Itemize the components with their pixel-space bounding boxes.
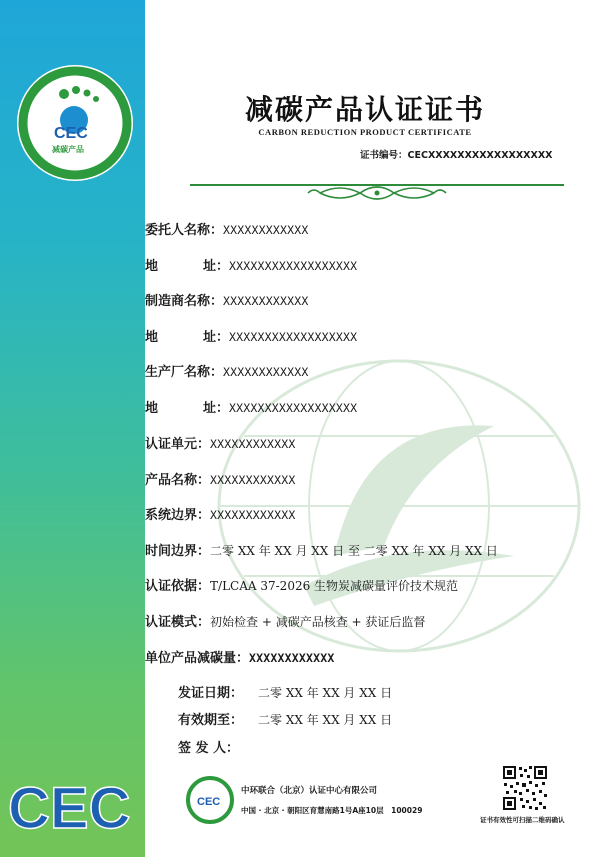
footer-logo-text: CEC <box>197 796 221 808</box>
valid-until-row: 有效期至： 二零 XX 年 XX 月 XX 日 <box>178 713 393 728</box>
certificate-subtitle: CARBON REDUCTION PRODUCT CERTIFICATE <box>258 127 472 137</box>
qr-validity-note: 证书有效性可扫描二维码确认 <box>480 816 565 824</box>
cert-no-value: CECXXXXXXXXXXXXXXXXX <box>407 150 553 161</box>
field-cert-mode: 认证模式：初始检查 + 减碳产品核查 + 获证后监督 <box>145 615 426 630</box>
field-manufacturer-address: 地 址： XXXXXXXXXXXXXXXXXX <box>145 330 358 345</box>
field-client-name: 委托人名称：XXXXXXXXXXXX <box>145 223 309 238</box>
field-client-address: 地 址： XXXXXXXXXXXXXXXXXX <box>145 259 358 274</box>
issuing-organization: 中环联合（北京）认证中心有限公司 <box>241 786 378 796</box>
certificate-number <box>360 147 552 161</box>
cec-badge-logo <box>14 62 136 184</box>
issue-date-row: 发证日期： 二零 XX 年 XX 月 XX 日 <box>178 686 393 701</box>
cec-large-logo <box>6 758 141 848</box>
field-unit-reduction: 单位产品减碳量：XXXXXXXXXXXX <box>145 651 335 666</box>
field-cert-unit: 认证单元：XXXXXXXXXXXX <box>145 437 296 452</box>
field-manufacturer-name: 制造商名称：XXXXXXXXXXXX <box>145 294 309 309</box>
organization-address: 中国 · 北京 · 朝阳区育慧南路1号A座10层 100029 <box>241 806 423 815</box>
cec-large-text: CEC <box>8 776 131 841</box>
badge-cec-text: CEC <box>54 125 88 142</box>
issuer-row: 签 发 人： <box>178 741 240 756</box>
badge-sub-text: 减碳产品 <box>52 145 84 154</box>
field-factory-address: 地 址： XXXXXXXXXXXXXXXXXX <box>145 401 358 416</box>
footer-cec-logo <box>186 776 234 824</box>
field-system-boundary: 系统边界：XXXXXXXXXXXX <box>145 508 296 523</box>
field-product-name: 产品名称：XXXXXXXXXXXX <box>145 473 296 488</box>
field-time-boundary: 时间边界：二零 XX 年 XX 月 XX 日 至 二零 XX 年 XX 月 XX 日 <box>145 544 498 559</box>
certificate-title: 减碳产品认证证书 <box>244 93 485 126</box>
ornament-divider <box>190 181 564 205</box>
qr-code[interactable] <box>502 765 548 811</box>
cert-no-label: 证书编号： <box>360 150 408 161</box>
field-cert-basis: 认证依据：T/LCAA 37-2026 生物炭减碳量评价技术规范 <box>145 579 459 594</box>
field-factory-name: 生产厂名称：XXXXXXXXXXXX <box>145 365 309 380</box>
